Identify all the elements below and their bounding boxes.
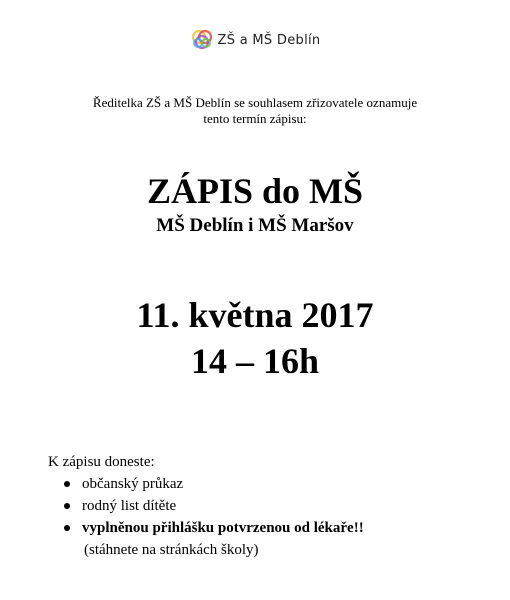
list-item-text: občanský průkaz [82,476,184,492]
event-date: 11. května 2017 [136,295,374,335]
page-subtitle: MŠ Deblín i MŠ Maršov [156,215,354,236]
intro-text [0,95,510,127]
event-time: 14 – 16h [190,341,320,381]
list-item-text: rodný list dítěte [82,498,177,514]
intro-line-1: Ředitelka ZŠ a MŠ Deblín se souhlasem zřizovatele oznamuje [92,95,418,110]
bring-heading: K zápisu doneste: [48,454,155,470]
bring-list [48,473,488,539]
list-item [62,495,488,517]
list-item [62,473,488,495]
bullet-icon [64,503,70,509]
page-title: ZÁPIS do MŠ [146,171,364,211]
bring-section [48,451,488,561]
school-logo-text: ZŠ a MŠ Deblín [217,32,321,48]
school-logo-icon [190,28,214,52]
bring-note: (stáhnete na stránkách školy) [84,542,259,558]
list-item-text: vyplněnou přihlášku potvrzenou od lékaře!! [82,520,364,536]
bullet-icon [64,481,70,487]
intro-line-2: tento termín zápisu: [203,111,307,126]
bullet-icon [64,525,70,531]
school-logo [0,26,510,54]
list-item [62,517,488,539]
